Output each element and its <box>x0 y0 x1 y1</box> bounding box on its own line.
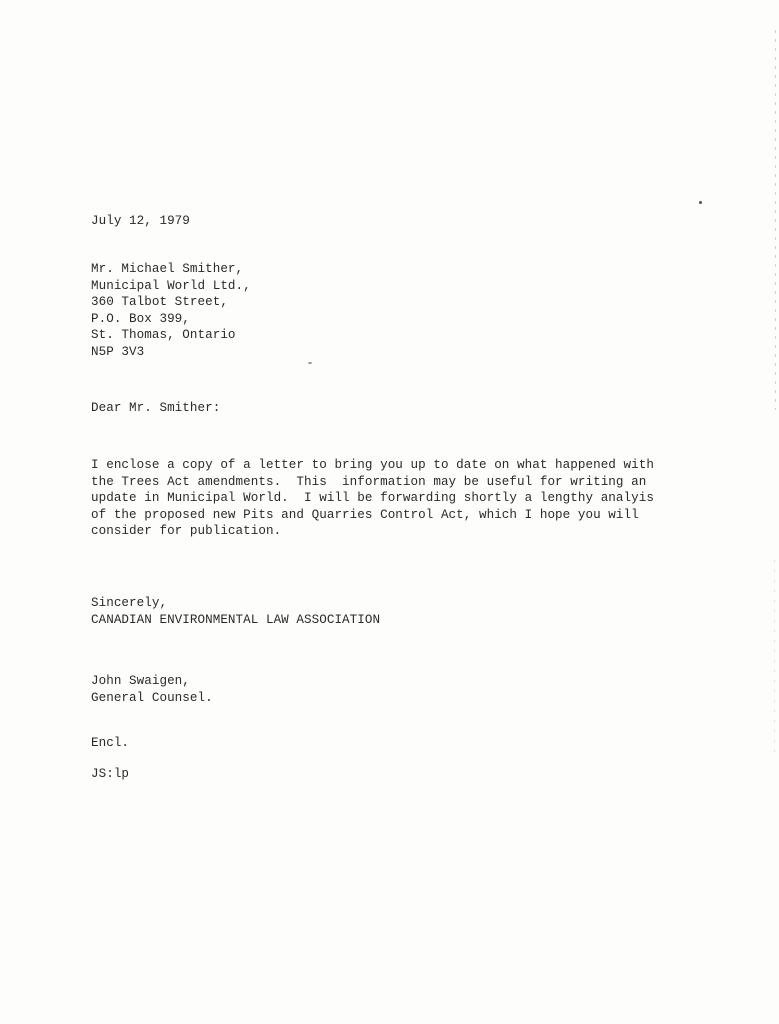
body-line: consider for publication. <box>91 524 282 538</box>
signature-block <box>91 673 213 706</box>
letter-date: July 12, 1979 <box>91 214 190 228</box>
body-line: the Trees Act amendments. This information may be useful for writing an <box>91 474 647 489</box>
body-line: update in Municipal World. I will be forwarding shortly a lengthy analyis <box>91 491 654 505</box>
scan-edge-mark <box>774 560 775 760</box>
reference-initials: JS:lp <box>91 767 130 781</box>
address-line: St. Thomas, Ontario <box>91 328 236 342</box>
signer-name: John Swaigen, <box>91 674 190 688</box>
address-line: P.O. Box 399, <box>91 311 190 326</box>
closing-block <box>91 595 380 628</box>
organization-name: CANADIAN ENVIRONMENTAL LAW ASSOCIATION <box>91 612 381 627</box>
body-paragraph <box>91 457 654 540</box>
closing: Sincerely, <box>91 596 168 610</box>
body-line: I enclose a copy of a letter to bring you up to date on what happened with <box>91 458 654 472</box>
address-line: 360 Talbot Street, <box>91 295 228 309</box>
scan-edge-mark <box>775 30 776 410</box>
scan-speck <box>699 201 702 204</box>
address-line: N5P 3V3 <box>91 344 145 359</box>
address-line: Municipal World Ltd., <box>91 278 251 293</box>
signer-title: General Counsel. <box>91 690 213 705</box>
body-line: of the proposed new Pits and Quarries Control Act, which I hope you will <box>91 507 639 522</box>
scan-speck <box>308 362 312 364</box>
salutation: Dear Mr. Smither: <box>91 401 221 415</box>
recipient-address <box>91 261 251 360</box>
enclosure-note: Encl. <box>91 736 130 750</box>
address-line: Mr. Michael Smither, <box>91 262 244 276</box>
